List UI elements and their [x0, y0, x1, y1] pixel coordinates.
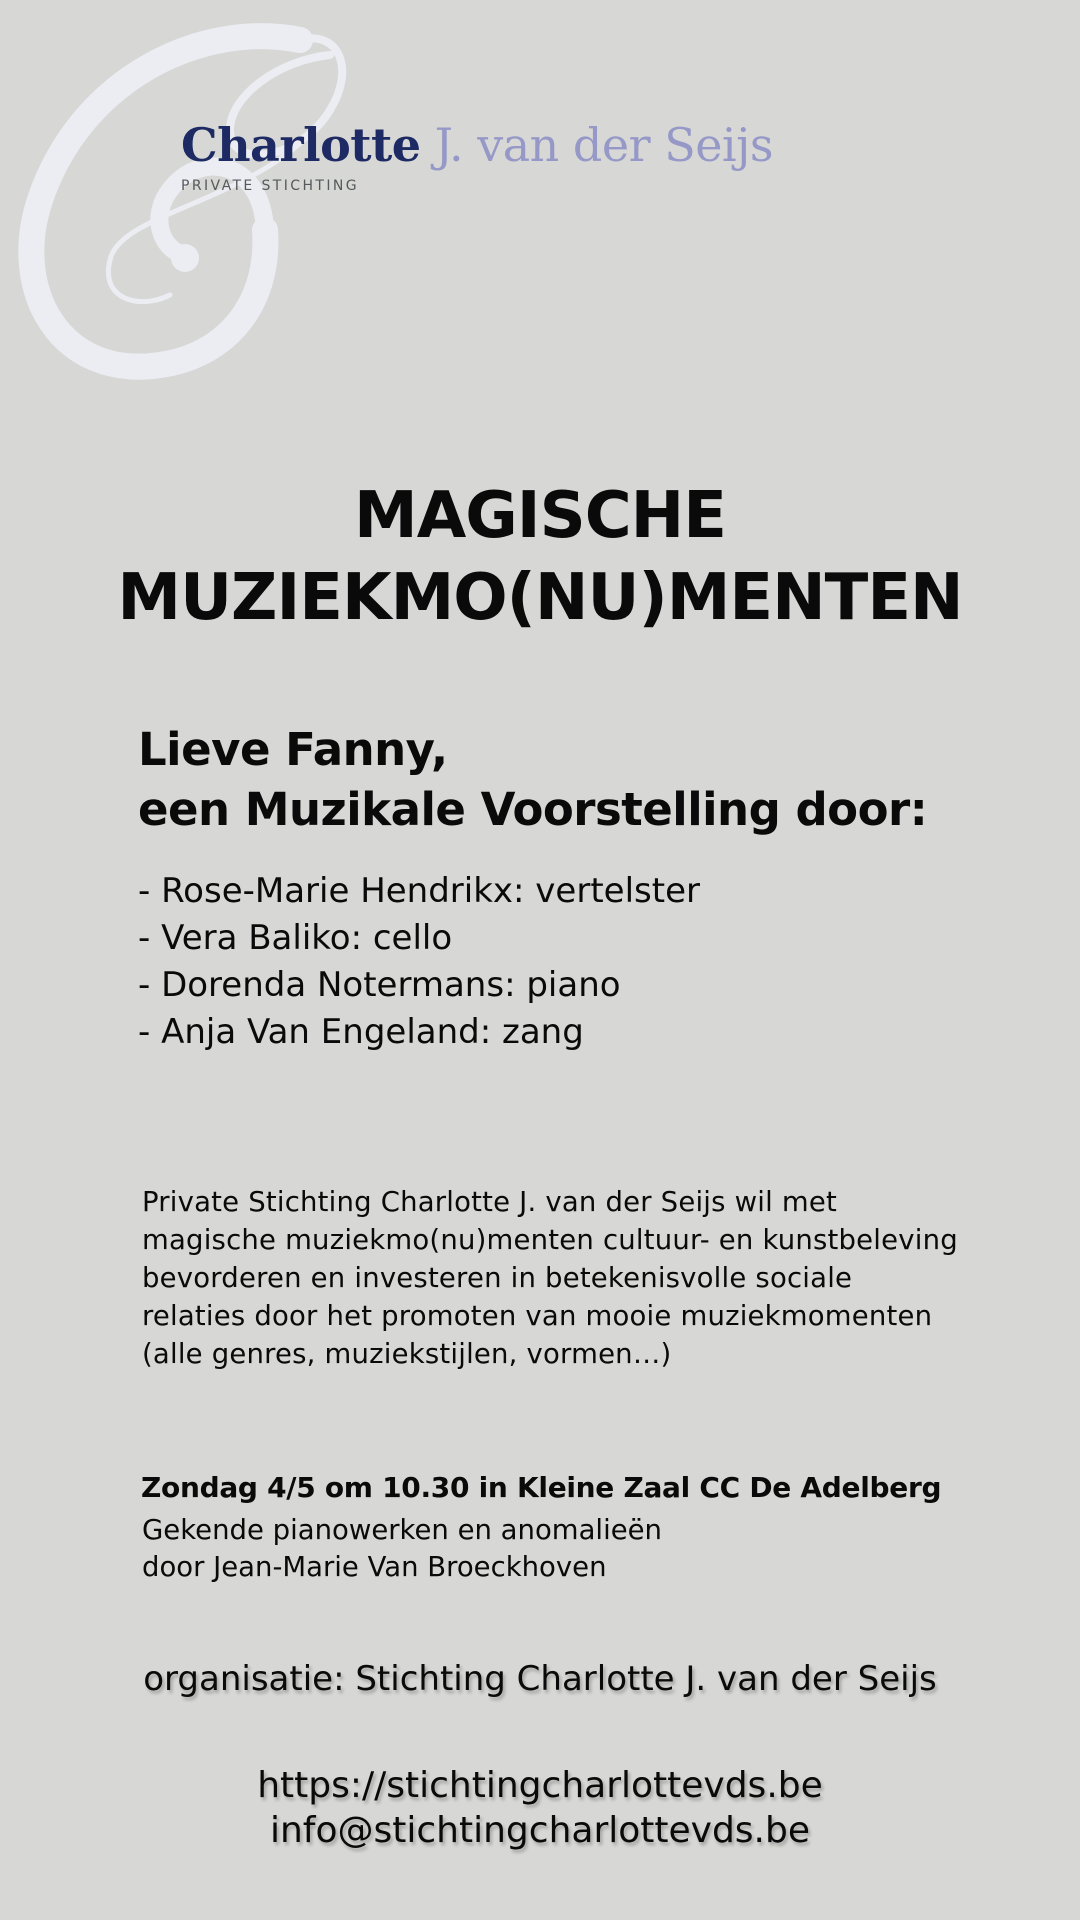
performers-list — [138, 868, 700, 1056]
performance-heading — [138, 720, 927, 840]
logo-subtitle: PRIVATE STICHTING — [181, 178, 359, 194]
heading-line-2: een Muzikale Voorstelling door: — [138, 783, 928, 836]
page-title — [0, 475, 1080, 639]
foundation-logo — [181, 118, 774, 194]
website-link[interactable]: https://stichtingcharlottevds.be — [257, 1765, 823, 1806]
event-date-location: Zondag 4/5 om 10.30 in Kleine Zaal CC De Adelberg — [141, 1471, 942, 1504]
event-description-line-2: door Jean-Marie Van Broeckhoven — [142, 1551, 607, 1583]
event-description — [142, 1512, 662, 1586]
contact-block — [0, 1763, 1080, 1853]
heading-line-1: Lieve Fanny, — [138, 723, 448, 776]
event-description-line-1: Gekende pianowerken en anomalieën — [142, 1514, 662, 1546]
performer-item: - Vera Baliko: cello — [138, 918, 453, 958]
organizer-text: organisatie: Stichting Charlotte J. van der Seijs — [143, 1659, 937, 1699]
email-link[interactable]: info@stichtingcharlottevds.be — [269, 1810, 811, 1851]
title-line-1: MAGISCHE — [354, 479, 726, 553]
performer-item: - Rose-Marie Hendrikx: vertelster — [138, 871, 700, 911]
performer-item: - Anja Van Engeland: zang — [138, 1012, 584, 1052]
logo-name-rest: J. van der Seijs — [434, 118, 774, 172]
logo-name-first: Charlotte — [181, 118, 421, 172]
logo-name — [181, 118, 774, 172]
performer-item: - Dorenda Notermans: piano — [138, 965, 621, 1005]
intro-paragraph: Private Stichting Charlotte J. van der Seijs wil met magische muziekmo(nu)menten cultuur- en kunstbeleving bevorderen en investeren in betekenisvolle sociale relaties door het promoten van mooie muziekmomenten (alle genres, muziekstijlen, vormen…) — [142, 1186, 958, 1370]
monogram-logo-icon — [0, 0, 380, 400]
title-line-2: MUZIEKMO(NU)MENTEN — [117, 561, 963, 635]
